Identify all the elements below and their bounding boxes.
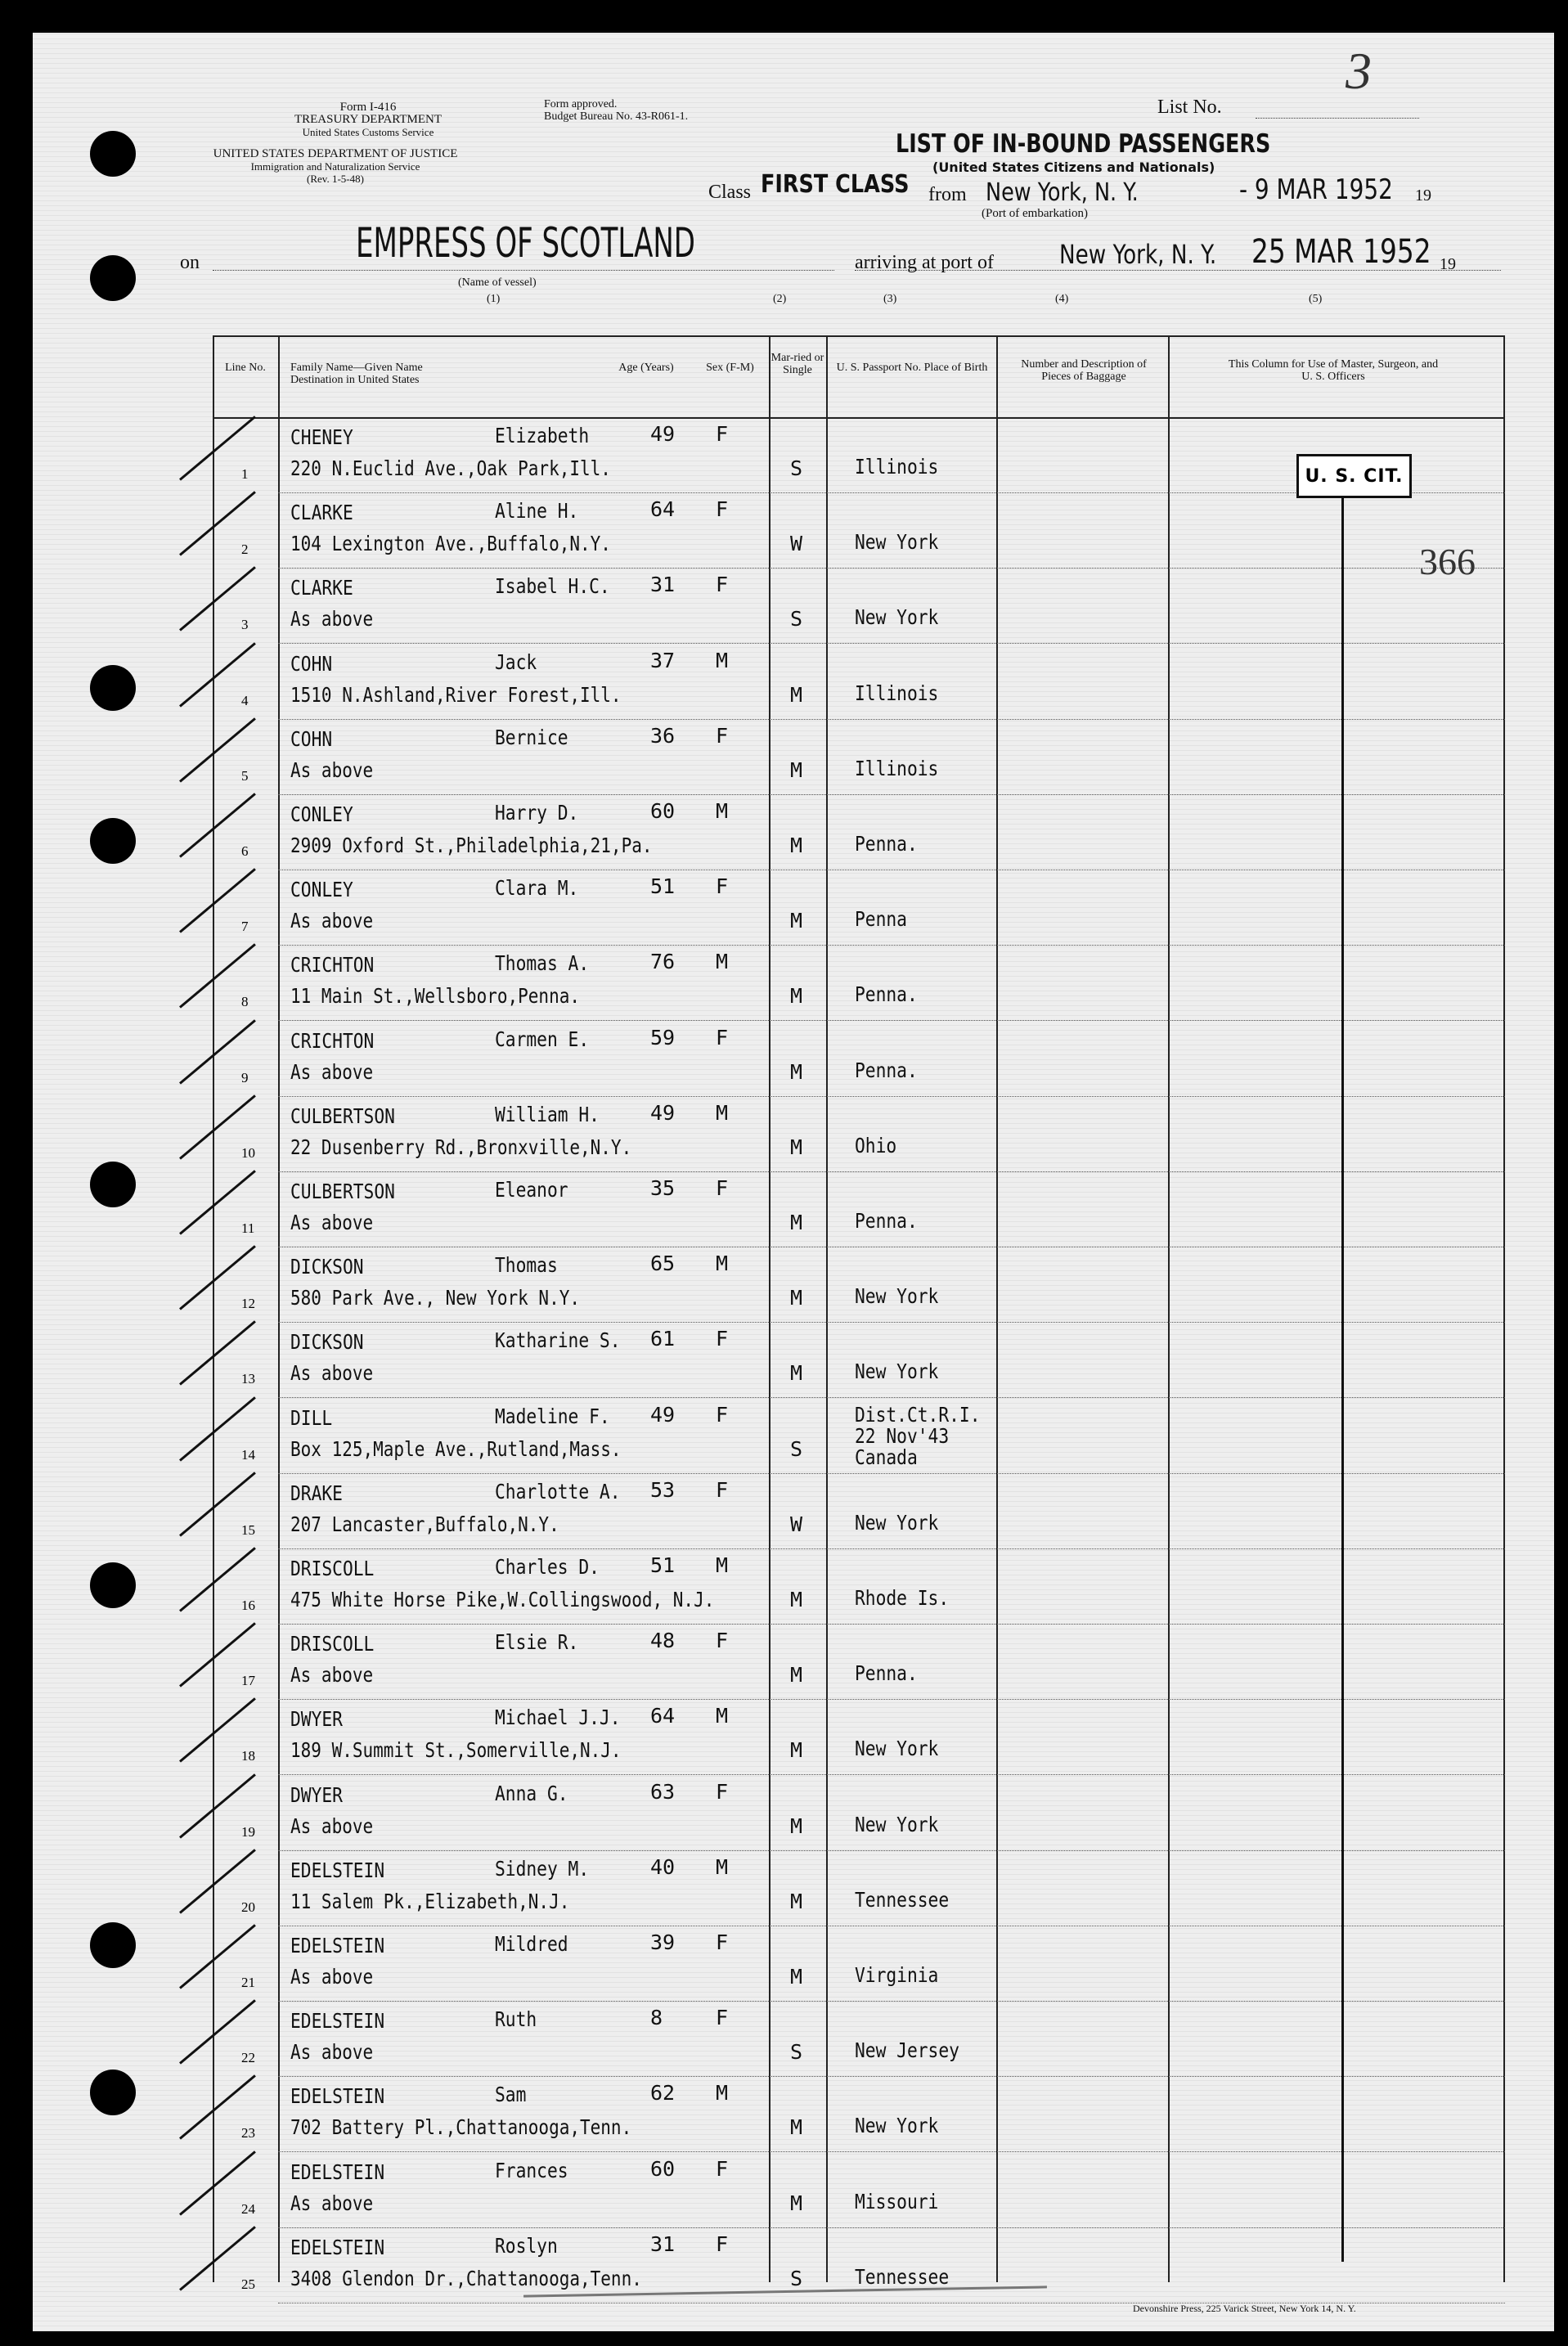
marital-status: M bbox=[790, 1361, 803, 1386]
line-number: 20 bbox=[241, 1899, 255, 1915]
place-of-birth: Penna bbox=[855, 907, 907, 932]
destination-address: 475 White Horse Pike,W.Collingswood, N.J. bbox=[290, 1588, 715, 1611]
line-number: 16 bbox=[241, 1598, 255, 1613]
line-number: 17 bbox=[241, 1673, 255, 1689]
destination-address: 580 Park Ave., New York N.Y. bbox=[290, 1286, 581, 1310]
table-row bbox=[213, 1624, 1505, 1699]
destination-address: As above bbox=[290, 2040, 374, 2065]
age: 35 bbox=[650, 1176, 676, 1200]
place-of-birth: Dist.Ct.R.I. 22 Nov'43 Canada bbox=[855, 1402, 981, 1469]
place-of-birth: New York bbox=[855, 530, 939, 555]
age: 31 bbox=[650, 573, 676, 597]
table-row bbox=[213, 1926, 1505, 2001]
continuation-line bbox=[1341, 495, 1344, 2262]
family-name: DILL bbox=[290, 1405, 333, 1430]
justice-dept: UNITED STATES DEPARTMENT OF JUSTICE bbox=[213, 147, 458, 160]
destination-address: As above bbox=[290, 1059, 374, 1084]
line-number: 2 bbox=[241, 542, 249, 558]
sex: F bbox=[716, 2231, 729, 2256]
age: 65 bbox=[650, 1252, 676, 1276]
age: 62 bbox=[650, 2081, 676, 2106]
punch-hole bbox=[90, 1922, 136, 1968]
line-number: 23 bbox=[241, 2125, 255, 2142]
place-of-birth: New York bbox=[855, 2114, 939, 2138]
family-name: EDELSTEIN bbox=[290, 2159, 385, 2184]
marital-status: S bbox=[790, 607, 803, 631]
given-name: Thomas A. bbox=[495, 951, 590, 976]
given-name: Madeline F. bbox=[495, 1404, 610, 1428]
sex: M bbox=[716, 1704, 729, 1728]
place-of-birth: Tennessee bbox=[855, 2264, 950, 2289]
header-line-no: Line No. bbox=[225, 362, 266, 374]
table-row bbox=[213, 568, 1505, 643]
class-value: FIRST CLASS bbox=[761, 170, 910, 199]
family-name: CRICHTON bbox=[290, 1028, 375, 1053]
sex: M bbox=[716, 1252, 729, 1276]
age: 76 bbox=[650, 950, 676, 974]
marital-status: S bbox=[790, 1436, 803, 1461]
sex: F bbox=[716, 1629, 729, 1653]
age: 61 bbox=[650, 1327, 676, 1351]
sex: M bbox=[716, 1100, 729, 1125]
place-of-birth: Ohio bbox=[855, 1133, 897, 1157]
place-of-birth: Penna. bbox=[855, 982, 918, 1007]
destination-address: 2909 Oxford St.,Philadelphia,21,Pa. bbox=[290, 834, 653, 857]
line-number: 13 bbox=[241, 1371, 255, 1387]
sex: M bbox=[716, 2081, 729, 2106]
family-name: CULBERTSON bbox=[290, 1103, 395, 1128]
given-name: Elsie R. bbox=[495, 1630, 579, 1655]
given-name: Sam bbox=[495, 2083, 527, 2107]
age: 49 bbox=[650, 1100, 676, 1125]
table-row bbox=[213, 870, 1505, 945]
col-number-2: (2) bbox=[773, 293, 787, 305]
marital-status: M bbox=[790, 1059, 803, 1084]
header-officers: This Column for Use of Master, Surgeon, and U. S. Officers bbox=[1228, 358, 1439, 383]
sex: M bbox=[716, 950, 729, 974]
given-name: Michael J.J. bbox=[495, 1706, 621, 1730]
destination-address: As above bbox=[290, 757, 374, 782]
given-name: Carmen E. bbox=[495, 1027, 590, 1051]
destination-address: 1510 N.Ashland,River Forest,Ill. bbox=[290, 682, 622, 707]
form-number: Form I-416 bbox=[339, 101, 397, 114]
line-number: 5 bbox=[241, 767, 249, 784]
table-row bbox=[213, 2001, 1505, 2076]
place-of-birth: New York bbox=[855, 1510, 939, 1535]
destination-address: As above bbox=[290, 2191, 374, 2215]
marital-status: W bbox=[790, 1512, 803, 1536]
class-label: Class bbox=[708, 182, 752, 203]
destination-address: As above bbox=[290, 1663, 374, 1688]
punch-hole bbox=[90, 1162, 136, 1207]
vessel-name: EMPRESS OF SCOTLAND bbox=[356, 219, 695, 267]
table-row bbox=[213, 1473, 1505, 1548]
sex: F bbox=[716, 1477, 729, 1502]
marital-status: S bbox=[790, 2266, 803, 2290]
line-number: 4 bbox=[241, 692, 249, 708]
age: 8 bbox=[650, 2006, 663, 2030]
line-number: 19 bbox=[241, 1823, 255, 1840]
destination-address: 104 Lexington Ave.,Buffalo,N.Y. bbox=[290, 532, 611, 556]
header-baggage: Number and Description of Pieces of Baggage bbox=[1021, 358, 1147, 383]
family-name: CHENEY bbox=[290, 425, 353, 449]
sex: F bbox=[716, 1930, 729, 1954]
destination-address: 3408 Glendon Dr.,Chattanooga,Tenn. bbox=[290, 2266, 642, 2290]
col-number-1: (1) bbox=[487, 293, 501, 305]
line-number: 9 bbox=[241, 1069, 249, 1085]
destination-address: As above bbox=[290, 1813, 374, 1838]
sex: F bbox=[716, 1779, 729, 1804]
place-of-birth: New York bbox=[855, 1812, 939, 1836]
departure-date: - 9 MAR 1952 bbox=[1239, 173, 1393, 206]
line-number: 22 bbox=[241, 2050, 255, 2066]
table-row bbox=[213, 1398, 1505, 1473]
line-number: 14 bbox=[241, 1446, 255, 1463]
embarkation-port: New York, N. Y. bbox=[986, 178, 1139, 207]
table-row bbox=[213, 945, 1505, 1020]
table-row bbox=[213, 1548, 1505, 1624]
header-age: Age (Years) bbox=[618, 362, 674, 374]
stamp-text: U. S. CIT. bbox=[1305, 465, 1404, 487]
marital-status: M bbox=[790, 909, 803, 933]
marital-status: S bbox=[790, 456, 803, 480]
age: 39 bbox=[650, 1930, 676, 1954]
marital-status: S bbox=[790, 2040, 803, 2065]
family-name: DRISCOLL bbox=[290, 1557, 375, 1580]
sex: M bbox=[716, 799, 729, 823]
given-name: Charles D. bbox=[495, 1555, 600, 1579]
line-number: 18 bbox=[241, 1748, 255, 1764]
sex: F bbox=[716, 2156, 729, 2181]
place-of-birth: Illinois bbox=[855, 455, 939, 479]
family-name: COHN bbox=[290, 726, 333, 751]
family-name: COHN bbox=[290, 651, 333, 676]
vessel-line bbox=[213, 270, 834, 271]
list-no-line bbox=[1256, 118, 1419, 119]
marital-status: W bbox=[790, 532, 803, 556]
list-no-handwritten: 3 bbox=[1346, 42, 1372, 100]
line-number: 7 bbox=[241, 919, 249, 935]
table-row bbox=[213, 1247, 1505, 1322]
sex: F bbox=[716, 723, 729, 748]
place-of-birth: New York bbox=[855, 605, 939, 630]
given-name: Charlotte A. bbox=[495, 1479, 621, 1503]
place-of-birth: New Jersey bbox=[855, 2038, 959, 2063]
punch-hole bbox=[90, 818, 136, 864]
line-number: 12 bbox=[241, 1296, 255, 1312]
destination-address: 702 Battery Pl.,Chattanooga,Tenn. bbox=[290, 2115, 632, 2140]
sex: F bbox=[716, 1402, 729, 1427]
punch-hole bbox=[90, 255, 136, 301]
place-of-birth: New York bbox=[855, 1284, 939, 1309]
sex: F bbox=[716, 1025, 729, 1049]
marital-status: M bbox=[790, 1211, 803, 1234]
col-number-5: (5) bbox=[1309, 293, 1323, 305]
destination-address: 22 Dusenberry Rd.,Bronxville,N.Y. bbox=[290, 1135, 632, 1159]
place-of-birth: New York bbox=[855, 1360, 939, 1384]
marital-status: M bbox=[790, 1738, 803, 1763]
sex: F bbox=[716, 1176, 729, 1200]
given-name: Anna G. bbox=[495, 1781, 568, 1805]
table-row bbox=[213, 1322, 1505, 1397]
col-number-3: (3) bbox=[883, 293, 897, 305]
destination-address: 189 W.Summit St.,Somerville,N.J. bbox=[290, 1738, 622, 1763]
age: 31 bbox=[650, 2231, 676, 2256]
sex: M bbox=[716, 1854, 729, 1879]
page-count-handwritten: 366 bbox=[1419, 541, 1476, 582]
sex: F bbox=[716, 497, 729, 522]
family-name: CRICHTON bbox=[290, 953, 375, 978]
family-name: DRAKE bbox=[290, 1481, 343, 1505]
header-sex: Sex (F-M) bbox=[706, 362, 754, 374]
given-name: Ruth bbox=[495, 2007, 537, 2032]
header-married: Mar-ried or Single bbox=[771, 352, 824, 376]
place-of-birth: Rhode Is. bbox=[855, 1586, 950, 1610]
customs-service: United States Customs Service bbox=[302, 126, 434, 138]
place-of-birth: Penna. bbox=[855, 1661, 918, 1686]
line-number: 11 bbox=[241, 1220, 255, 1236]
table-row bbox=[213, 794, 1505, 870]
place-of-birth: Penna. bbox=[855, 1209, 918, 1233]
list-no-label: List No. bbox=[1157, 97, 1222, 118]
arrival-date: 25 MAR 1952 bbox=[1251, 233, 1431, 271]
age: 60 bbox=[650, 799, 676, 823]
sex: M bbox=[716, 1553, 729, 1577]
line-number: 21 bbox=[241, 1975, 255, 1990]
family-name: DICKSON bbox=[290, 1255, 364, 1279]
family-name: CULBERTSON bbox=[290, 1180, 395, 1203]
table-top-rule bbox=[213, 335, 1505, 337]
sex: F bbox=[716, 1327, 729, 1351]
given-name: Frances bbox=[495, 2158, 568, 2182]
table-row bbox=[213, 1021, 1505, 1096]
family-name: CONLEY bbox=[290, 878, 353, 902]
place-of-birth: Tennessee bbox=[855, 1887, 950, 1912]
marital-status: M bbox=[790, 1588, 803, 1611]
age: 64 bbox=[650, 497, 676, 522]
table-row bbox=[213, 1171, 1505, 1247]
from-label: from bbox=[928, 184, 967, 205]
given-name: William H. bbox=[495, 1102, 600, 1126]
age: 40 bbox=[650, 1854, 676, 1879]
us-citizen-stamp bbox=[1296, 454, 1412, 498]
col-number-4: (4) bbox=[1055, 293, 1069, 305]
place-of-birth: Penna. bbox=[855, 832, 918, 856]
given-name: Harry D. bbox=[495, 801, 579, 825]
destination-address: As above bbox=[290, 1211, 374, 1234]
family-name: CLARKE bbox=[290, 576, 353, 600]
arrival-line bbox=[855, 270, 1501, 271]
table-row bbox=[213, 719, 1505, 794]
given-name: Jack bbox=[495, 649, 537, 674]
place-of-birth: Illinois bbox=[855, 681, 939, 705]
line-number: 8 bbox=[241, 994, 249, 1010]
destination-address: 207 Lancaster,Buffalo,N.Y. bbox=[290, 1512, 559, 1536]
age: 48 bbox=[650, 1629, 676, 1653]
punch-hole bbox=[90, 2070, 136, 2115]
family-name: EDELSTEIN bbox=[290, 2009, 385, 2034]
destination-address: As above bbox=[290, 909, 374, 933]
family-name: EDELSTEIN bbox=[290, 1858, 385, 1882]
table-row bbox=[213, 1699, 1505, 1774]
marital-status: M bbox=[790, 757, 803, 782]
header-name: Family Name—Given Name Destination in United States bbox=[290, 362, 423, 386]
given-name: Roslyn bbox=[495, 2233, 558, 2258]
given-name: Bernice bbox=[495, 725, 568, 749]
place-of-birth: Illinois bbox=[855, 756, 939, 780]
ins-service: Immigration and Naturalization Service bbox=[250, 160, 420, 173]
passenger-table bbox=[213, 335, 1505, 2292]
marital-status: M bbox=[790, 1965, 803, 1989]
printer-footer: Devonshire Press, 225 Varick Street, New York 14, N. Y. bbox=[1133, 2303, 1356, 2314]
given-name: Aline H. bbox=[495, 499, 579, 524]
given-name: Eleanor bbox=[495, 1178, 568, 1202]
line-number: 1 bbox=[241, 466, 249, 482]
age: 63 bbox=[650, 1779, 676, 1804]
destination-address: Box 125,Maple Ave.,Rutland,Mass. bbox=[290, 1436, 622, 1461]
sex: F bbox=[716, 422, 729, 446]
place-of-birth: Penna. bbox=[855, 1058, 918, 1082]
family-name: DWYER bbox=[290, 1782, 343, 1807]
destination-address: As above bbox=[290, 1361, 374, 1386]
destination-address: As above bbox=[290, 1965, 374, 1989]
treasury-dept: TREASURY DEPARTMENT bbox=[294, 113, 443, 126]
table-row bbox=[213, 492, 1505, 568]
destination-address: 220 N.Euclid Ave.,Oak Park,Ill. bbox=[290, 456, 611, 480]
line-number: 15 bbox=[241, 1521, 255, 1538]
table-row bbox=[213, 1096, 1505, 1171]
sex: F bbox=[716, 573, 729, 597]
family-name: CONLEY bbox=[290, 802, 353, 826]
age: 51 bbox=[650, 1553, 676, 1577]
line-number: 10 bbox=[241, 1144, 255, 1161]
punch-hole bbox=[90, 1562, 136, 1608]
marital-status: M bbox=[790, 1286, 803, 1310]
age: 64 bbox=[650, 1704, 676, 1728]
port-note: (Port of embarkation) bbox=[982, 207, 1088, 220]
given-name: Sidney M. bbox=[495, 1856, 590, 1881]
marital-status: M bbox=[790, 2191, 803, 2215]
line-number: 3 bbox=[241, 617, 249, 633]
table-row bbox=[213, 1850, 1505, 1926]
marital-status: M bbox=[790, 1889, 803, 1913]
marital-status: M bbox=[790, 1813, 803, 1838]
punch-hole bbox=[90, 665, 136, 711]
table-row bbox=[213, 2152, 1505, 2227]
manifest-page bbox=[33, 33, 1554, 2331]
sex: F bbox=[716, 874, 729, 899]
sex: M bbox=[716, 648, 729, 672]
year-suffix: 19 bbox=[1415, 187, 1431, 204]
place-of-birth: Virginia bbox=[855, 1963, 939, 1987]
marital-status: M bbox=[790, 834, 803, 857]
table-row bbox=[213, 1775, 1505, 1850]
family-name: DICKSON bbox=[290, 1330, 364, 1355]
form-approved: Form approved. bbox=[544, 98, 618, 110]
arriving-label: arriving at port of bbox=[855, 252, 994, 273]
punch-hole bbox=[90, 131, 136, 177]
given-name: Katharine S. bbox=[495, 1328, 621, 1353]
family-name: DRISCOLL bbox=[290, 1632, 375, 1656]
revision: (Rev. 1-5-48) bbox=[307, 173, 364, 185]
marital-status: M bbox=[790, 2115, 803, 2140]
given-name: Isabel H.C. bbox=[495, 574, 610, 599]
arrival-port: New York, N. Y. bbox=[1059, 239, 1217, 270]
budget-bureau: Budget Bureau No. 43-R061-1. bbox=[544, 110, 689, 123]
given-name: Thomas bbox=[495, 1253, 558, 1278]
age: 49 bbox=[650, 1402, 676, 1427]
age: 59 bbox=[650, 1025, 676, 1049]
family-name: EDELSTEIN bbox=[290, 2084, 385, 2109]
age: 51 bbox=[650, 874, 676, 899]
given-name: Mildred bbox=[495, 1932, 568, 1956]
marital-status: M bbox=[790, 1135, 803, 1159]
vessel-note: (Name of vessel) bbox=[458, 276, 537, 289]
family-name: EDELSTEIN bbox=[290, 1934, 385, 1957]
destination-address: As above bbox=[290, 607, 374, 631]
header-passport: U. S. Passport No. Place of Birth bbox=[836, 362, 988, 374]
age: 53 bbox=[650, 1477, 676, 1502]
arrival-year-suffix: 19 bbox=[1440, 255, 1456, 273]
table-row bbox=[213, 2076, 1505, 2151]
line-number: 24 bbox=[241, 2200, 255, 2217]
destination-address: 11 Main St.,Wellsboro,Penna. bbox=[290, 984, 581, 1009]
marital-status: M bbox=[790, 682, 803, 707]
age: 49 bbox=[650, 422, 676, 446]
table-row bbox=[213, 644, 1505, 719]
on-label: on bbox=[180, 252, 200, 273]
page-title: LIST OF IN-BOUND PASSENGERS bbox=[896, 129, 1271, 159]
marital-status: M bbox=[790, 1663, 803, 1688]
family-name: CLARKE bbox=[290, 501, 353, 525]
marital-status: M bbox=[790, 984, 803, 1009]
line-number: 25 bbox=[241, 2276, 255, 2292]
page-subtitle: (United States Citizens and Nationals) bbox=[932, 160, 1215, 175]
place-of-birth: New York bbox=[855, 1737, 939, 1761]
place-of-birth: Missouri bbox=[855, 2189, 939, 2213]
given-name: Elizabeth bbox=[495, 424, 590, 447]
age: 37 bbox=[650, 648, 676, 672]
line-number: 6 bbox=[241, 843, 249, 859]
age: 36 bbox=[650, 723, 676, 748]
sex: F bbox=[716, 2006, 729, 2030]
age: 60 bbox=[650, 2156, 676, 2181]
given-name: Clara M. bbox=[495, 876, 579, 901]
destination-address: 11 Salem Pk.,Elizabeth,N.J. bbox=[290, 1889, 570, 1913]
family-name: DWYER bbox=[290, 1707, 343, 1732]
family-name: EDELSTEIN bbox=[290, 2235, 385, 2259]
